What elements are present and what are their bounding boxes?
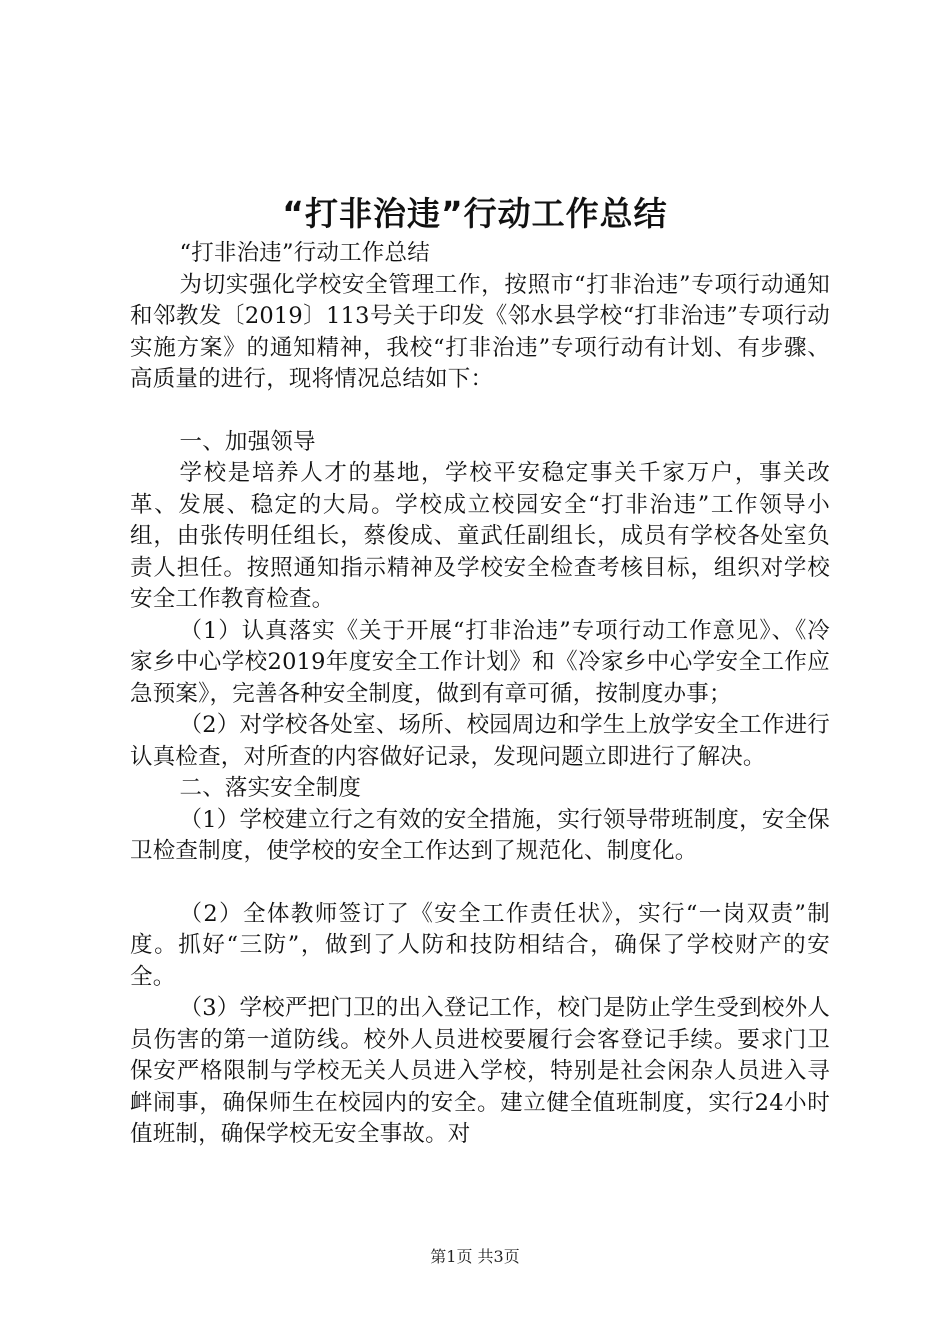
paragraph-leadership-item-2: （2）对学校各处室、场所、校园周边和学生上放学安全工作进行认真检查，对所查的内容做好记录，发现问题立即进行了解决。 xyxy=(130,712,830,770)
document-body xyxy=(130,238,830,1151)
section-heading-safety-system: 二、落实安全制度 xyxy=(179,775,362,801)
section-heading-leadership: 一、加强领导 xyxy=(179,428,316,455)
paragraph-safety-item-1: （1）学校建立行之有效的安全措施，实行领导带班制度，安全保卫检查制度，使学校的安全工作达到了规范化、制度化。 xyxy=(130,806,830,864)
paragraph-subtitle: “打非治违”行动工作总结 xyxy=(179,240,430,266)
paragraph-intro: 为切实强化学校安全管理工作，按照市“打非治违”专项行动通知和邻教发〔2019〕113号关于印发《邻水县学校“打非治违”专项行动实施方案》的通知精神，我校“打非治违”专项行动有计划、有步骤、高质量的进行，现将情况总结如下： xyxy=(130,271,830,392)
page-footer: 第1页 共3页 xyxy=(430,1247,520,1266)
paragraph-safety-item-2: （2）全体教师签订了《安全工作责任状》，实行“一岗双责”制度。抓好“三防”，做到了人防和技防相结合，确保了学校财产的安全。 xyxy=(130,900,830,990)
paragraph-leadership-item-1: （1）认真落实《关于开展“打非治违”专项行动工作意见》、《冷家乡中心学校2019年度安全工作计划》和《冷家乡中心学安全工作应急预案》，完善各种安全制度，做到有章可循，按制度办事； xyxy=(130,617,830,707)
document-title: “打非治违”行动工作总结 xyxy=(282,194,668,233)
paragraph-safety-item-3: （3）学校严把门卫的出入登记工作，校门是防止学生受到校外人员伤害的第一道防线。校外人员进校要履行会客登记手续。要求门卫保安严格限制与学校无关人员进入学校，特别是社会闲杂人员进入寻衅闹事，确保师生在校园内的安全。建立健全值班制度，实行24小时值班制，确保学校无安全事故。对 xyxy=(130,995,830,1147)
paragraph-leadership: 学校是培养人才的基地，学校平安稳定事关千家万户，事关改革、发展、稳定的大局。学校成立校园安全“打非治违”工作领导小组，由张传明任组长，蔡俊成、童武任副组长，成员有学校各处室负责人担任。按照通知指示精神及学校安全检查考核目标，组织对学校安全工作教育检查。 xyxy=(130,460,830,612)
